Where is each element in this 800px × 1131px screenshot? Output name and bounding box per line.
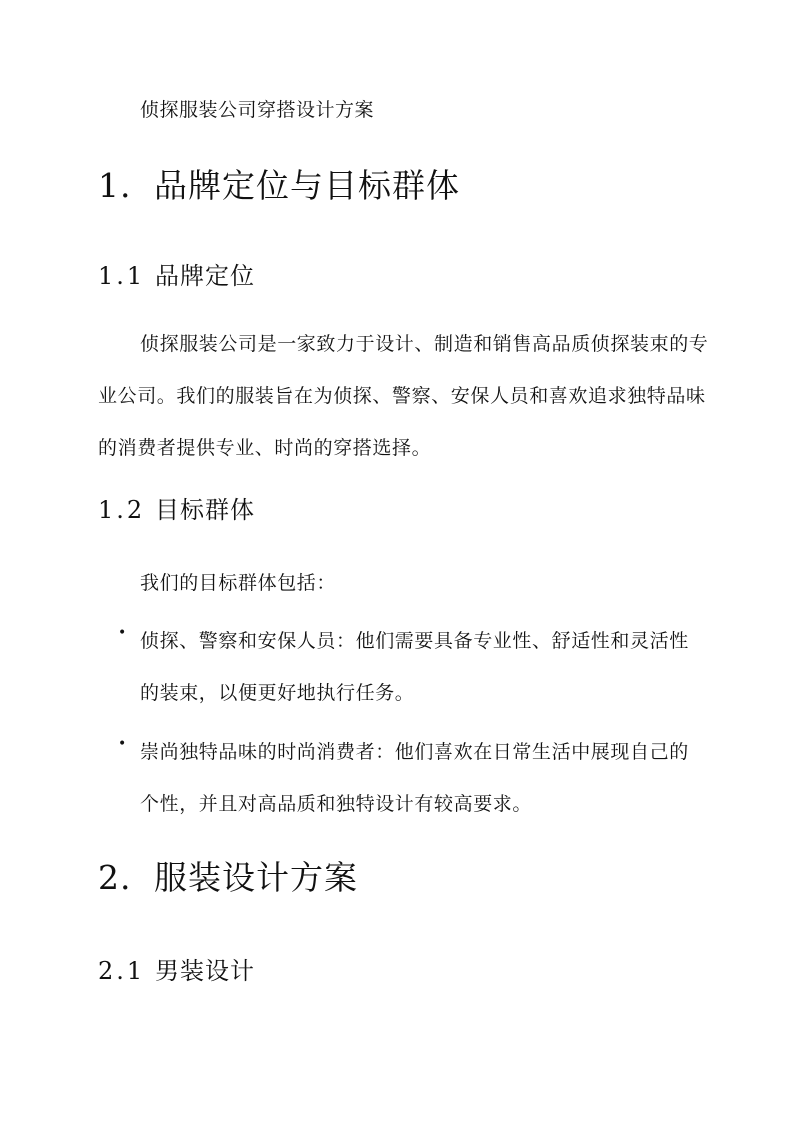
section-title: 服装设计方案	[154, 858, 358, 897]
section-number: 2.	[98, 858, 132, 897]
target-group-intro: 我们的目标群体包括：	[140, 572, 337, 594]
subsection-number: 1.1	[98, 262, 146, 290]
section-heading-1	[98, 160, 460, 207]
bullet-icon: •	[118, 736, 127, 752]
subsection-heading-1-1	[98, 256, 255, 291]
subsection-number: 1.2	[98, 496, 146, 524]
subsection-number: 2.1	[98, 957, 146, 985]
brand-positioning-paragraph: 侦探服装公司是一家致力于设计、制造和销售高品质侦探装束的专业公司。我们的服装旨在为侦探、警察、安保人员和喜欢追求独特品味的消费者提供专业、时尚的穿搭选择。	[98, 333, 709, 459]
subsection-heading-1-2	[98, 490, 255, 525]
list-item-text: 崇尚独特品味的时尚消费者：他们喜欢在日常生活中展现自己的个性，并且对高品质和独特设计有较高要求。	[140, 741, 689, 815]
list-item	[118, 726, 698, 830]
section-title: 品牌定位与目标群体	[154, 166, 460, 205]
section-heading-2	[98, 852, 358, 899]
bullet-icon: •	[118, 625, 127, 641]
subsection-title: 品牌定位	[155, 262, 255, 290]
subsection-heading-2-1	[98, 951, 255, 986]
list-item-text: 侦探、警察和安保人员：他们需要具备专业性、舒适性和灵活性的装束，以便更好地执行任务。	[140, 630, 689, 704]
subsection-title: 目标群体	[155, 496, 255, 524]
subsection-title: 男装设计	[155, 957, 255, 985]
document-title: 侦探服装公司穿搭设计方案	[140, 99, 375, 121]
list-item	[118, 615, 698, 719]
section-number: 1.	[98, 166, 132, 205]
